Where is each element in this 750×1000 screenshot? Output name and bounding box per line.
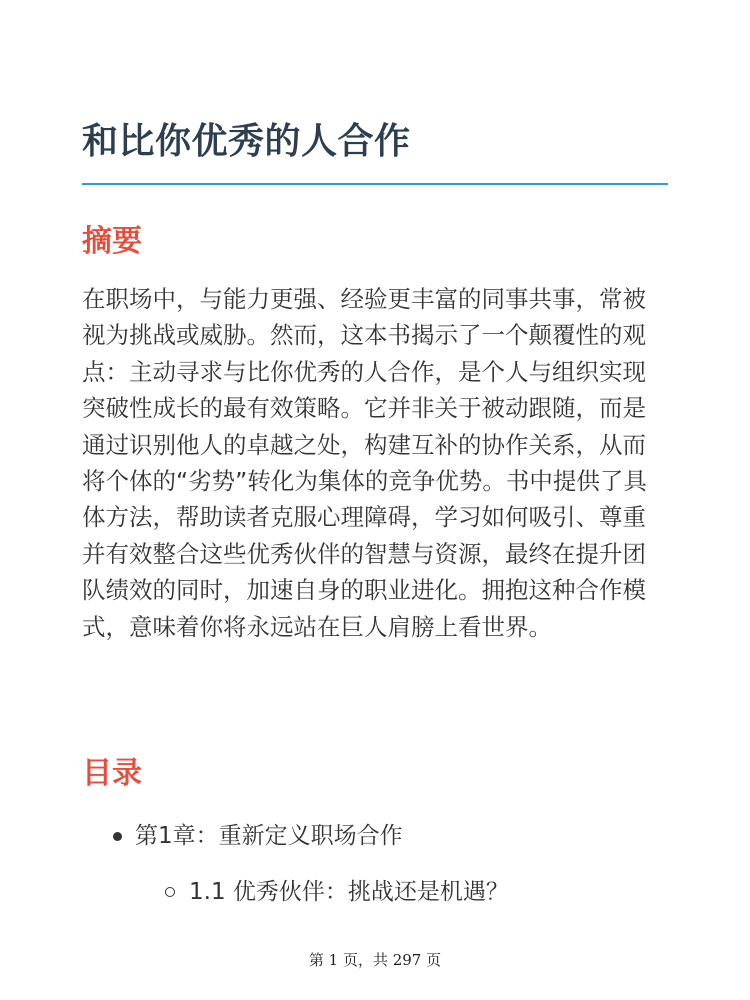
toc-heading: 目录 xyxy=(82,756,142,791)
toc-item-chapter-1[interactable] xyxy=(82,816,668,856)
toc-item-label: 1.1 优秀伙伴：挑战还是机遇？ xyxy=(189,879,509,905)
bullet-circle-icon xyxy=(165,887,175,897)
bullet-disc-icon xyxy=(113,832,122,841)
document-title: 和比你优秀的人合作 xyxy=(82,121,411,162)
toc-list xyxy=(82,816,668,912)
summary-heading: 摘要 xyxy=(82,224,142,259)
page-number-footer: 第 1 页，共 297 页 xyxy=(308,951,442,969)
toc-item-label: 第1章：重新定义职场合作 xyxy=(135,823,403,849)
toc-item-section-1-1[interactable] xyxy=(82,872,668,912)
title-divider xyxy=(82,183,668,185)
summary-paragraph: 在职场中，与能力更强、经验更丰富的同事共事，常被视为挑战或威胁。然而，这本书揭示了一个颠覆性的观点：主动寻求与比你优秀的人合作，是个人与组织实现突破性成长的最有效策略。它并非关于被动跟随，而是通过识别他人的卓越之处，构建互补的协作关系，从而将个体的“劣势”转化为集体的竞争优势。书中提供了具体方法，帮助读者克服心理障碍，学习如何吸引、尊重并有效整合这些优秀伙伴的智慧与资源，最终在提升团队绩效的同时，加速自身的职业进化。拥抱这种合作模式，意味着你将永远站在巨人肩膀上看世界。 xyxy=(82,285,647,641)
